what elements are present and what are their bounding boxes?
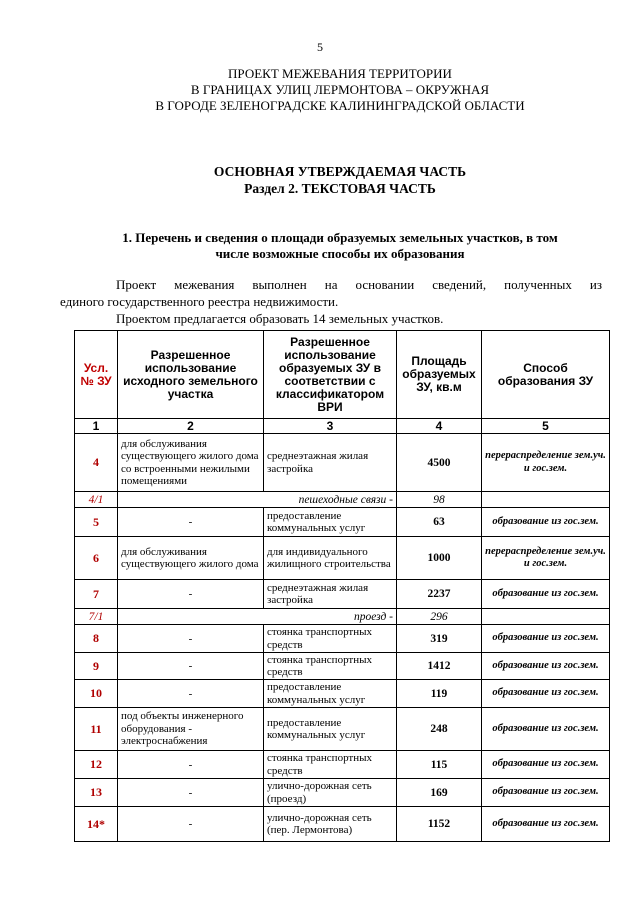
method: образование из гос.зем. [482, 680, 610, 708]
new-use: проезд - [118, 609, 397, 625]
method: образование из гос.зем. [482, 508, 610, 537]
table-row [75, 807, 610, 842]
area-value: 1152 [397, 807, 482, 842]
new-use: предоставление коммунальных услуг [264, 508, 397, 537]
original-use: - [118, 625, 264, 653]
original-use: - [118, 653, 264, 680]
area-value: 2237 [397, 580, 482, 609]
section-title-line: ОСНОВНАЯ УТВЕРЖДАЕМАЯ ЧАСТЬ [213, 164, 467, 179]
header-original-use: Разрешенное использование исходного земельного участка [118, 331, 264, 419]
new-use: стоянка транспортных средств [264, 751, 397, 779]
header-plot-number: Усл. № ЗУ [75, 331, 118, 419]
method: образование из гос.зем. [482, 708, 610, 751]
plot-number: 13 [75, 779, 118, 807]
plot-number: 7 [75, 580, 118, 609]
list-heading [60, 230, 620, 262]
method: образование из гос.зем. [482, 807, 610, 842]
table-row [75, 653, 610, 680]
area-value: 319 [397, 625, 482, 653]
new-use: для индивидуального жилищного строительства [264, 537, 397, 580]
area-value: 1000 [397, 537, 482, 580]
original-use: для обслуживания существующего жилого дома [118, 537, 264, 580]
plot-number: 5 [75, 508, 118, 537]
area-value: 1412 [397, 653, 482, 680]
plot-number: 10 [75, 680, 118, 708]
method: образование из гос.зем. [482, 653, 610, 680]
project-title-line: В ГРАНИЦАХ УЛИЦ ЛЕРМОНТОВА – ОКРУЖНАЯ [190, 82, 490, 97]
column-number: 3 [264, 419, 397, 434]
list-heading-line: 1. Перечень и сведения о площади образуемых земельных участков, в том [122, 230, 558, 245]
column-number: 5 [482, 419, 610, 434]
paragraph-proposal: Проектом предлагается образовать 14 земельных участков. [116, 311, 444, 326]
new-use: стоянка транспортных средств [264, 653, 397, 680]
area-value: 248 [397, 708, 482, 751]
method: образование из гос.зем. [482, 625, 610, 653]
new-use: среднеэтажная жилая застройка [264, 580, 397, 609]
paragraph-basis-continued: единого государственного реестра недвижимости. [60, 294, 339, 309]
land-plots-table [74, 330, 610, 842]
section-title [60, 163, 620, 197]
header-area: Площадь образуемых ЗУ, кв.м [397, 331, 482, 419]
table-row [75, 625, 610, 653]
method: образование из гос.зем. [482, 779, 610, 807]
original-use: - [118, 807, 264, 842]
original-use: для обслуживания существующего жилого дома со встроенными нежилыми помещениями [118, 434, 264, 492]
new-use: предоставление коммунальных услуг [264, 708, 397, 751]
new-use: предоставление коммунальных услуг [264, 680, 397, 708]
plot-number: 11 [75, 708, 118, 751]
table-row [75, 779, 610, 807]
table-header-row [75, 331, 610, 419]
method [482, 609, 610, 625]
column-number: 1 [75, 419, 118, 434]
method: перераспределение зем.уч. и гос.зем. [482, 537, 610, 580]
original-use: - [118, 680, 264, 708]
project-title [60, 66, 620, 114]
area-value: 115 [397, 751, 482, 779]
new-use: улично-дорожная сеть (пер. Лермонтова) [264, 807, 397, 842]
plot-number: 7/1 [75, 609, 118, 625]
area-value: 4500 [397, 434, 482, 492]
section-subtitle-line: Раздел 2. ТЕКСТОВАЯ ЧАСТЬ [244, 181, 436, 196]
new-use: пешеходные связи - [118, 492, 397, 508]
column-number: 4 [397, 419, 482, 434]
plot-number: 4/1 [75, 492, 118, 508]
plot-number: 12 [75, 751, 118, 779]
table-row [75, 751, 610, 779]
plot-number: 6 [75, 537, 118, 580]
original-use: - [118, 779, 264, 807]
table-row [75, 580, 610, 609]
method: образование из гос.зем. [482, 751, 610, 779]
header-method: Способ образования ЗУ [482, 331, 610, 419]
original-use: - [118, 580, 264, 609]
area-value: 98 [397, 492, 482, 508]
method [482, 492, 610, 508]
page-number: 5 [317, 40, 323, 54]
original-use: - [118, 751, 264, 779]
table-row [75, 434, 610, 492]
area-value: 169 [397, 779, 482, 807]
paragraph-text: Проект межевания выполнен на основании сведений, полученных из [116, 277, 602, 292]
new-use: стоянка транспортных средств [264, 625, 397, 653]
area-value: 296 [397, 609, 482, 625]
table-row [75, 537, 610, 580]
header-new-use: Разрешенное использование образуемых ЗУ в соответствии с классификатором ВРИ [264, 331, 397, 419]
original-use: под объекты инженерного оборудования - электроснабжения [118, 708, 264, 751]
column-number-row [75, 419, 610, 434]
plot-number: 4 [75, 434, 118, 492]
plot-number: 9 [75, 653, 118, 680]
area-value: 119 [397, 680, 482, 708]
area-value: 63 [397, 508, 482, 537]
project-title-line: В ГОРОДЕ ЗЕЛЕНОГРАДСКЕ КАЛИНИНГРАДСКОЙ ОБЛАСТИ [155, 98, 525, 113]
table-row [75, 680, 610, 708]
list-heading-line: числе возможные способы их образования [215, 246, 465, 261]
method: перераспределение зем.уч. и гос.зем. [482, 434, 610, 492]
project-title-line: ПРОЕКТ МЕЖЕВАНИЯ ТЕРРИТОРИИ [228, 66, 452, 81]
new-use: среднеэтажная жилая застройка [264, 434, 397, 492]
table-subrow [75, 492, 610, 508]
column-number: 2 [118, 419, 264, 434]
plot-number: 8 [75, 625, 118, 653]
new-use: улично-дорожная сеть (проезд) [264, 779, 397, 807]
original-use: - [118, 508, 264, 537]
paragraph-basis [116, 276, 602, 293]
table-row [75, 508, 610, 537]
table-row [75, 708, 610, 751]
table-body [75, 434, 610, 842]
method: образование из гос.зем. [482, 580, 610, 609]
table-subrow [75, 609, 610, 625]
plot-number: 14* [75, 807, 118, 842]
